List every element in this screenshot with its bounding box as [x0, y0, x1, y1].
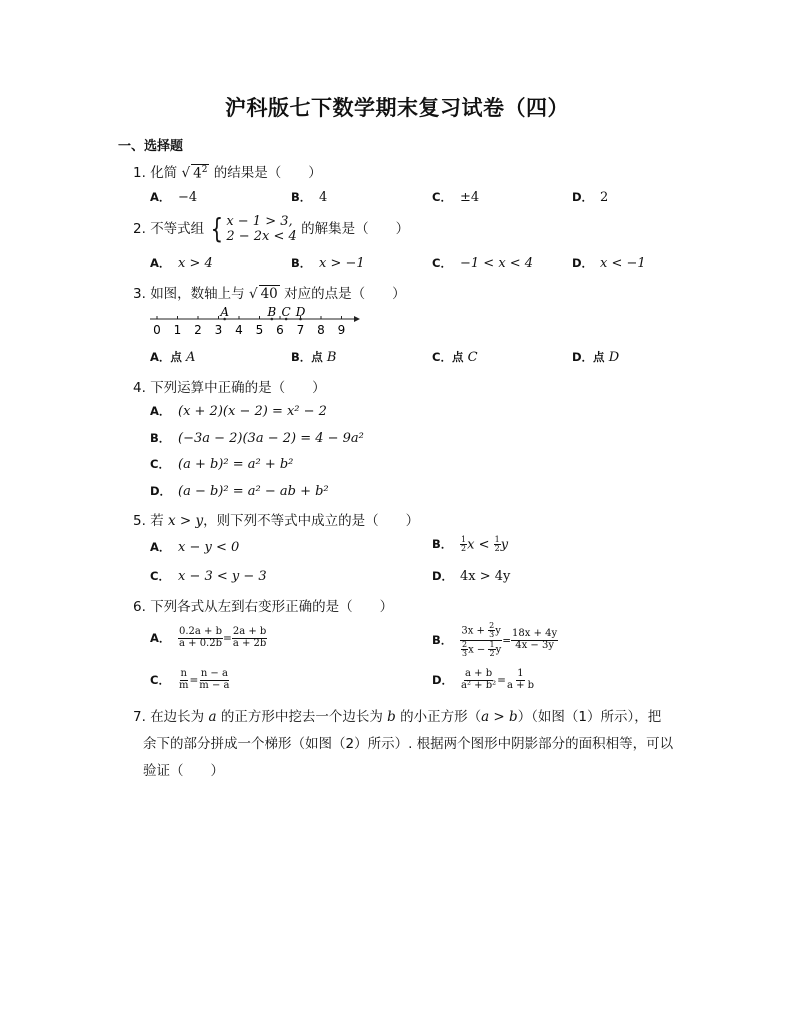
- option-a[interactable]: A． x − y < 0: [150, 540, 240, 555]
- option-d[interactable]: D． 4x > 4y: [432, 569, 511, 584]
- section-heading: 一、选择题: [118, 139, 184, 154]
- question-5-stem: [133, 509, 419, 529]
- question-text: ，则下列不等式中成立的是（ ）: [203, 513, 420, 529]
- point-label: A: [220, 305, 229, 319]
- option-d[interactable]: D．点 D: [572, 350, 620, 365]
- point-label: B: [267, 305, 277, 319]
- option-a[interactable]: A． −4: [150, 190, 198, 205]
- axis-tick-label: 2: [194, 323, 202, 337]
- option-b[interactable]: B． $\frac{1}{2}$ x < $\frac{1}{2}$ y: [432, 535, 509, 554]
- option-d[interactable]: D． $\frac{a + b}{\text{a² + b²}}$ = $\frac{1}{a + b}$: [432, 668, 535, 691]
- condition: x > y: [167, 513, 204, 529]
- option-a[interactable]: A． $\frac{0.2a + b}{a + 0.2b}$ = $\frac{2a + b}{a + 2b}$: [150, 626, 267, 649]
- question-2-stem: [133, 214, 409, 244]
- question-text: 如图，数轴上与: [150, 286, 245, 302]
- question-text: 对应的点是（ ）: [284, 286, 406, 302]
- option-c[interactable]: C． ±4: [432, 190, 480, 205]
- point-label: C: [281, 305, 291, 319]
- axis-tick-label: 8: [317, 323, 325, 337]
- page-title: 沪科版七下数学期末复习试卷（四）: [225, 96, 569, 120]
- option-c[interactable]: C． x − 3 < y − 3: [150, 569, 267, 584]
- question-text: 下列各式从左到右变形正确的是（ ）: [150, 599, 394, 615]
- option-d[interactable]: D． 2: [572, 190, 609, 205]
- question-text: 不等式组: [150, 221, 205, 237]
- option-b[interactable]: B．点 B: [291, 350, 337, 365]
- axis-tick-label: 7: [296, 323, 305, 337]
- question-number: 5.: [133, 513, 146, 529]
- question-3-stem: [133, 282, 406, 302]
- option-b[interactable]: B． 3x + $\frac{2}{3}$ y $\frac{2}{3}$ x − $\frac{1}{2}$ y = $\frac{18x + 4y}{4x - 3y}$: [432, 621, 558, 659]
- option-d[interactable]: D． x < −1: [572, 256, 646, 271]
- question-7-line-1: 7. 在边长为 a 的正方形中挖去一个边长为 b 的小正方形（a > b）（如图（1）所示），把: [133, 709, 662, 725]
- option-c[interactable]: C． $\frac{n}{m}$ = $\frac{n - a}{m - a}$: [150, 668, 230, 691]
- option-d[interactable]: D． (a − b)² = a² − ab + b²: [150, 484, 329, 499]
- point-label: D: [295, 305, 306, 319]
- question-text: 下列运算中正确的是（ ）: [150, 380, 326, 396]
- option-a[interactable]: A． (x + 2)(x − 2) = x² − 2: [150, 404, 327, 419]
- question-text: 的解集是（ ）: [301, 221, 410, 237]
- question-number: 7.: [133, 709, 146, 725]
- option-b[interactable]: B． x > −1: [291, 256, 365, 271]
- question-7-line-3: 验证（ ）: [143, 763, 224, 779]
- question-number: 2.: [133, 221, 146, 237]
- question-6-stem: [133, 595, 393, 615]
- question-number: 6.: [133, 599, 146, 615]
- question-1-stem: [133, 161, 322, 181]
- option-b[interactable]: B． 4: [291, 190, 328, 205]
- question-number: 3.: [133, 286, 146, 302]
- option-c[interactable]: C． (a + b)² = a² + b²: [150, 457, 294, 472]
- question-text: 若: [150, 513, 164, 529]
- axis-tick-label: 4: [235, 323, 243, 337]
- brace-icon: {: [211, 212, 224, 245]
- question-number: 1.: [133, 165, 146, 181]
- axis-tick-label: 9: [337, 323, 346, 337]
- question-7-line-2: 余下的部分拼成一个梯形（如图（2）所示）. 根据两个图形中阴影部分的面积相等，可以: [143, 736, 674, 752]
- axis-tick-label: 1: [173, 323, 182, 337]
- axis-tick-label: 5: [255, 323, 264, 337]
- axis-tick-label: 6: [276, 323, 284, 337]
- question-text: 化简: [150, 165, 178, 181]
- question-text: 的结果是（ ）: [213, 165, 322, 181]
- axis-tick-label: 3: [214, 323, 223, 337]
- arrow-icon: [354, 316, 360, 322]
- option-b[interactable]: B． (−3a − 2)(3a − 2) = 4 − 9a²: [150, 431, 364, 446]
- question-4-stem: [133, 376, 326, 396]
- question-number: 4.: [133, 380, 146, 396]
- option-a[interactable]: A． x > 4: [150, 256, 213, 271]
- sqrt-expression: √ 40: [248, 286, 278, 302]
- option-c[interactable]: C．点 C: [432, 350, 478, 365]
- axis-tick-label: 0: [153, 323, 161, 337]
- option-a[interactable]: A．点 A: [150, 350, 196, 365]
- option-c[interactable]: C． −1 < x < 4: [432, 256, 534, 271]
- sqrt-expression: √ $4^2$: [181, 164, 208, 181]
- number-line-figure: [148, 302, 362, 340]
- inequality-system: x − 1 > 3, 2 − 2x < 4: [226, 214, 297, 244]
